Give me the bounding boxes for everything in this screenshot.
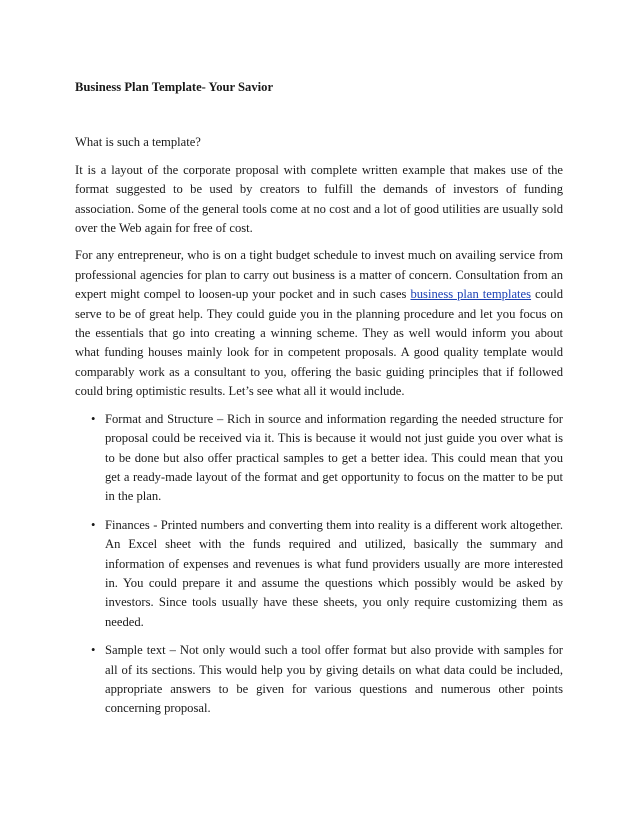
paragraph-intro: It is a layout of the corporate proposal with complete written example that makes use of the format suggested to be used by creators to fulfill the demands of investors of funding association. Some of the general tools come at no cost and a lot of good utilities are usually sold over the Web again for free of cost. bbox=[75, 162, 563, 236]
list-item-text: Format and Structure – Rich in source and information regarding the needed structure for proposal could be received via it. This is because it would not just guide you over what is to be done but also offer practical samples to get a better idea. This could mean that you get a ready-made layout of the format and get opportunity to focus on the matter to be put in the plan. bbox=[105, 411, 563, 504]
bullet-icon: • bbox=[91, 517, 96, 532]
document-page bbox=[75, 78, 563, 728]
list-item-sample-text bbox=[91, 641, 563, 719]
business-plan-templates-link[interactable]: business plan templates bbox=[410, 287, 532, 302]
bullet-icon: • bbox=[91, 411, 96, 426]
list-item-text: Finances - Printed numbers and converting them into reality is a different work altogether. An Excel sheet with the funds required and utilized, basically the summary and information of expenses and revenues is what fund providers usually are more interested in. You could prepare it and assume the questions which possibly would be asked by investors. Since tools usually have these sheets, you only require customizing them as needed. bbox=[105, 517, 563, 629]
paragraph-text-before-link: For any entrepreneur, who is on a tight budget schedule to invest much on availing service from professional agencies for plan to carry out business is a matter of concern. Consultation from an expert might compel to loosen-up your pocket and in such cases bbox=[75, 248, 563, 302]
feature-bullet-list bbox=[75, 410, 563, 719]
paragraph-text-after-link: could serve to be of great help. They could guide you in the planning procedure and let you focus on the essentials that go into creating a winning scheme. They as well would inform you about what funding houses mainly look for in competent proposals. A good quality template would comparably work as a consultant to you, offering the basic guiding principles that if followed could bring optimistic results. Let’s see what all it would include. bbox=[75, 287, 564, 399]
bullet-icon: • bbox=[91, 643, 96, 658]
paragraph-entrepreneur bbox=[75, 246, 563, 401]
section-subheading: What is such a template? bbox=[75, 135, 201, 150]
document-title: Business Plan Template- Your Savior bbox=[75, 80, 274, 94]
list-item-format-structure bbox=[91, 410, 563, 507]
list-item-finances bbox=[91, 516, 563, 632]
list-item-text: Sample text – Not only would such a tool offer format but also provide with samples for all of its sections. This would help you by giving details on what data could be included, appropriate answers to be given for various questions and numerous other points concerning proposal. bbox=[105, 643, 563, 716]
